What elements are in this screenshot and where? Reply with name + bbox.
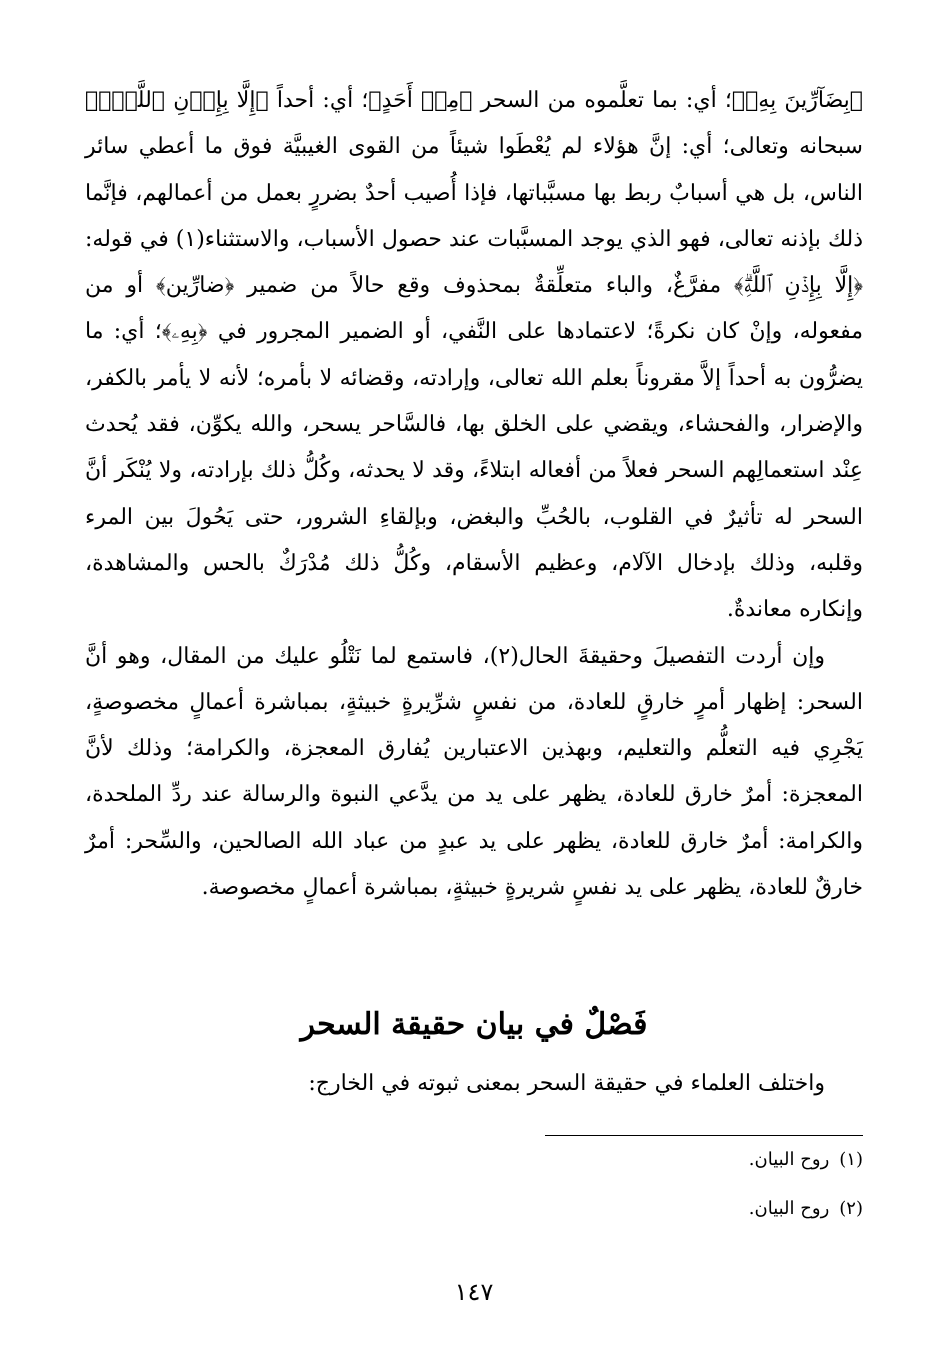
footnote-text: روح البيان. xyxy=(748,1149,830,1170)
main-text xyxy=(85,78,863,911)
footnote-marker: (٢) xyxy=(839,1198,863,1219)
footnote-marker: (١) xyxy=(839,1149,863,1170)
page-number: ١٤٧ xyxy=(454,1278,494,1306)
section-title: فَصْلٌ في بيان حقيقة السحر xyxy=(300,1007,648,1042)
footnote-2 xyxy=(85,1197,863,1221)
footnote-1 xyxy=(85,1148,863,1172)
paragraph-1: ﴿بِضَآرِّينَ بِهِۦ﴾؛ أي: بما تعلَّموه من السحر ﴿مِنۡ أَحَدٍ﴾؛ أي: أحداً ﴿إِلَّا بِإِذۡنِ ٱللَّهِۗ﴾ سبحانه وتعالى؛ أي: إنَّ هؤلاء لم يُعْطَوا شيئاً من القوى الغيبيَّة فوق ما أعطي سائر الناس، بل هي أسبابٌ ربط بها مسبَّباتها، فإذا أُصيب أحدٌ بضررٍ بعمل من أعمالهم، فإنَّما ذلك بإذنه تعالى، فهو الذي يوجد المسبَّبات عند حصول الأسباب، والاستثناء(١) في قوله: ﴿إِلَّا بِإِذۡنِ ٱللَّهِۗ﴾ مفرَّغٌ، والباء متعلِّقةٌ بمحذوف وقع حالاً من ضمير ﴿ضارِّين﴾ أو من مفعوله، وإنْ كان نكرةً؛ لاعتمادها على النَّفي، أو الضمير المجرور في ﴿بِهِۦ﴾؛ أي: ما يضرُّون به أحداً إلاَّ مقروناً بعلم الله تعالى، وإرادته، وقضائه لا بأمره؛ لأنه لا يأمر بالكفر، والإضرار، والفحشاء، ويقضي على الخلق بها، فالسَّاحر يسحر، والله يكوِّن، فقد يُحدث عِنْد استعمالِهم السحر فعلاً من أفعاله ابتلاءً، وقد لا يحدثه، وكُلُّ ذلك بإرادته، ولا يُنْكَر أنَّ السحر له تأثيرٌ في القلوب، بالحُبِّ والبغض، وبإلقاءِ الشرور، حتى يَحُولَ بين المرء وقلبه، وذلك بإدخال الآلام، وعظيم الأسقام، وكُلُّ ذلك مُدْرَكٌ بالحس والمشاهدة، وإنكاره معاندةٌ. xyxy=(85,88,863,623)
footnote-text: روح البيان. xyxy=(748,1198,830,1219)
paragraph-2: وإن أردت التفصيلَ وحقيقةَ الحال(٢)، فاستمع لما نَتْلُو عليك من المقال، وهو أنَّ السحر: إظهار أمرٍ خارقٍ للعادة، من نفسٍ شرِّيرةٍ خبيثةٍ، بمباشرة أعمالٍ مخصوصةٍ، يَجْرِي فيه التعلُّم والتعليم، وبهذين الاعتبارين يُفارق المعجزة، والكرامة؛ وذلك لأنَّ المعجزة: أمرٌ خارق للعادة، يظهر على يد من يدَّعي النبوة والرسالة عند ردِّ الملحدة، والكرامة: أمرٌ خارق للعادة، يظهر على يد عبدٍ من عباد الله الصالحين، والسِّحر: أمرٌ خارقٌ للعادة، يظهر على يد نفسٍ شريرةٍ خبيثةٍ، بمباشرة أعمالٍ مخصوصة. xyxy=(85,643,863,901)
footnotes xyxy=(85,1148,863,1246)
section-intro: واختلف العلماء في حقيقة السحر بمعنى ثبوته في الخارج: xyxy=(308,1071,825,1096)
footnote-divider xyxy=(545,1135,863,1136)
